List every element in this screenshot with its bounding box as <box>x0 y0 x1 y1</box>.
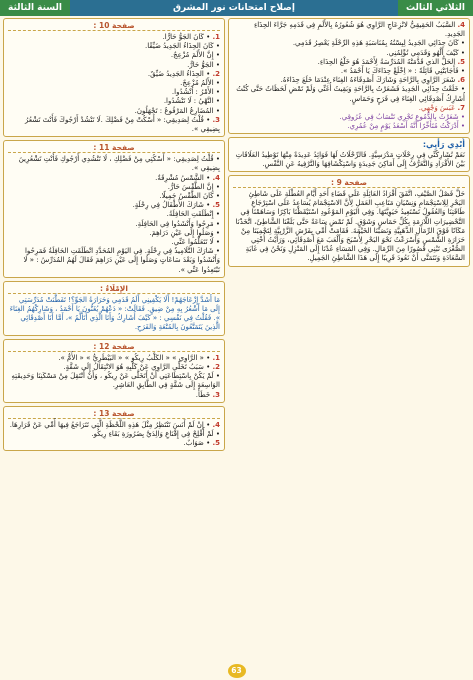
page9-title: صفحة 9 : <box>233 178 465 188</box>
list-item: • كَانَ الحِذَاءُ الجَدِيدُ ضَيِّقًا. <box>145 42 220 51</box>
page9-text: حَلَّ فَصْلُ الصَّيْفِ، اتَّفَقَ أَفْرَادُ العَائِلَةِ عَلَى قَضَاءِ أَحَدِ أَيَّامِ العُطْلَةِ عَلَى شَاطِئِ البَحْرِ لِلِاسْتِجْمَامِ وَنِسْيَانِ مَتَاعِبِ العَمَلِ لِأَنَّ الاسْتِجْمَامَ يُسَاعِدُ عَلَى اسْتِرْجَاعِ طَاقَتِنَا وَالعُقُولُ تَسْتَعِيدُ حَيَوِيَّتَهَا. وَفِي اليَوْمِ المَوْعُودِ اسْتَيْقَظْنَا بَاكِرًا وَسَاهَمْنَا فِي التَّحْضِيرَاتِ اللَّازِمَةِ بِكُلِّ حَمَاسٍ وَشَوْقٍ. لَمْ تَمْضِ سَاعَةٌ حَتَّى بَلَغْنَا الشَّاطِئَ، اتَّخَذْنَا مَكَانًا فَوْقَ الرِّمَالِ الذَّهَبِيَّةِ وَنَصَبْنَا الخَيْمَةَ. فَقَامَتْ أُمِّي بِفَرْشِ الزَّرْبِيَّةِ لِتَحْمِيَنَا مِنْ حَرَارَةِ الشَّمْسِ وَأَسْرَعْتُ نَحْوَ البَحْرِ لِأُسْبَحَ وَأَلْعَبَ مَعَ أَصْدِقَائِي، وَرَأَيْتُ أُخْتِي الصُّغْرَى تَبْنِي قُصُورًا مِنَ الرِّمَالِ. وَفِي المَسَاءِ عُدْنَا إِلَى المَنْزِلِ وَنَحْنُ فِي غَايَةِ السَّعَادَةِ وَنَتَمَنَّى أَنْ نَعُودَ قَرِيبًا إِلَى هَذَا الشَّاطِئِ الجَمِيلِ. <box>235 190 465 263</box>
list-item: 3. • قُلْتُ لِصَدِيقِي: « أَسْكُتْ مِنْ فَضْلِكَ .لَا تَنْشُدْ أَرْجُوكَ فَأَنْتَ تَشْعُرُ بِضِيقِي ». <box>25 115 220 134</box>
list-item: 4. • إِنْ لَمْ أَنَسَ تَنْتَظِرُ مِثْلَ هَذِهِ اللَّحْظَةِ الَّتِي تَتَرَاجَعُ فِيهَا أُمِّي عَنْ قَرَارِهَا. <box>9 420 220 429</box>
answers-box <box>228 18 470 134</box>
opinion-box <box>228 137 470 172</box>
page10-title: صفحة 10 : <box>8 21 220 31</box>
page11-box <box>3 140 225 278</box>
page10-box <box>3 18 225 137</box>
left-column <box>3 18 225 662</box>
list-item: • الأَمْرُ : اُنْشُدُوا. <box>171 88 220 97</box>
list-item: • مَرِحُوا وَأَنْشَدُوا فِي الحَافِلَةِ. <box>135 219 220 228</box>
opinion-text: نَعَمْ تُشَارِكُنِّي فِي رِحْلَاتٍ مَدْرَسِيَّةٍ. فَالرِّحْلَاتُ لَهَا فَوَائِدُ عَدِيدَةٌ مِنْهَا تَوْطِيدُ العَلَاقَاتِ بَيْنَ الأَفْرَادِ وَالتَّعَرُّفُ إِلَى أَمَاكِنَ جَدِيدَةٍ وَاسْتِكْشَافِهَا وَالتَّرْفِيهُ عَنِ النَّفْسِ. <box>235 150 465 168</box>
list-item: • المُضَارِعُ المَرْفُوعُ : تَجْهَلُونَ. <box>134 106 220 115</box>
list-item: • النَّهْيُ : لَا تَنْشُدُوا. <box>163 97 220 106</box>
list-item: 3. خَطَأٌ. <box>195 390 220 399</box>
answer-line: 7. عَبَسَ وَجْهِي. <box>418 103 465 112</box>
dictation-box <box>3 281 225 336</box>
list-item: 2. • الحِذَاءُ الجَدِيدُ ضَيِّقٌ. <box>147 69 220 78</box>
page12-box <box>3 339 225 403</box>
list-item: 5. • شَارَكَ الأَطْفَالُ فِي رِحْلَةٍ. <box>132 201 220 210</box>
header-term: الثلاثي الثالث <box>398 0 473 16</box>
answer-line: • شَعَرْتُ بِالدُّمُوعِ تَجْرِي تَنْسَابُ فِي عُرُوقِي. <box>339 113 465 122</box>
answer-line: • خَلَعْتُ حِذَائِي الجَدِيدَ فَشَعَرْتُ بِالرَّاحَةِ وَبَقِيتُ أُغَنِّي وَلَمْ تَمْضِ لَحَظَاتٌ حَتَّى كُنْتُ أُشَارِكُ أَصْدِقَائِي الغِنَاءَ فِي فَرَحٍ وَحَمَاسٍ. <box>236 85 465 103</box>
dictation-title: الإِمْلَاءُ : <box>8 284 220 294</box>
header-title: إصلاح امتحانات نور المشرق <box>70 0 398 16</box>
list-item: 1. • كَانَ الجَوُّ حَارًّا. <box>162 33 220 41</box>
page13-title: صفحة 13 : <box>8 409 220 419</box>
answer-line: 4. السَّبَبُ الحَقِيقِيُّ لانْزِعَاجِ الرَّاوِي هُوَ شُعُورُهُ بِالأَلَمِ فِي قَدَمِهِ جَرَّاءَ الحِذَاءِ الجَدِيدِ. <box>253 21 465 39</box>
page13-box <box>3 406 225 452</box>
list-item: • لَمْ أُفْلِحْ فِي إِقْنَاعِ وَالِدَيَّ بِضَرُورَةِ بَقَاءِ رِيكُو. <box>91 429 220 438</box>
answer-line: 6. شَعَرَ الرَّاوِي بِالرَّاحَةِ وَشَارَكَ أَصْدِقَاءَهُ الغِنَاءَ عِنْدَمَا خَلَعَ حِذَاءَهُ. <box>280 76 465 85</box>
dictation-text: مَا أَشَدَّ إِزْعَاجَهُمْ! أَلَا يَكْفِينِي أَلَمُ قَدَمِي وَحَرَارَةُ الجَوِّ؟! تَفَطَّنَتْ مُدَرِّسَتِي إِلَى مَا أَشْعُرُ بِهِ مِنْ ضِيقٍ. فَقَالَتْ: « دَعْهُمْ يُغَنُّونَ يَا أَحْمَدُ ، وَشَارِكْهُمُ الغِنَاءَ ». فَقُلْتُ فِي نَفْسِي : « كَيْفَ أُشَارِكُ وَأَنَا الَّذِي أَتَأَلَّمُ »، أَمَّا أَنَا أَصْدِقَائِي الَّذِينَ يَتَمَتَّعُونَ بِالمُتْعَةِ وَالفَرَحِ. <box>9 295 220 332</box>
list-item: • الأَلَمُ مُزْعِجٌ. <box>180 79 220 88</box>
answer-line: • كَيْفَ أَلْهُو وَقَدَمِي تُؤْلِمُنِي. <box>386 48 465 57</box>
list-item: • قُلْتُ لِصَدِيقِي: « أَسْكُتِي مِنْ فَضْلِكِ ، لَا تَنْشُدِي أَرْجُوكِ فَأَنْتِ تَشْعُرِينَ بِضِيقِي ». <box>18 155 220 173</box>
header-year: السنة الثالثة <box>0 0 70 16</box>
page12-title: صفحة 12 : <box>8 342 220 352</box>
list-item: 4. • الشَّمْسُ مُشْرِقَةٌ. <box>155 173 220 182</box>
list-item: • إِنَّ الطَّقْسَ حَارٌّ. <box>167 182 220 191</box>
page11-title: صفحة 11 : <box>8 143 220 153</box>
list-item: • إِنْطَلَقَتِ الحَافِلَةُ. <box>166 210 220 219</box>
answer-line: • أَدْرَكْتُ مُتَأَخِّرًا أَنَّهُ أَسْعَدُ يَوْمٍ مِنْ عُمُرِي. <box>347 122 465 131</box>
list-item: • وَصَلُوا إِلَى عَيْنِ دَرَاهِمَ. <box>149 228 220 237</box>
list-item: 1. • « الرَّاوِي » « الكَلْبُ رِيكُو » « البَيْطَرِيُّ » « الأُمُّ ». <box>58 353 220 362</box>
list-item: • شَارَكَ التَّلَامِيذُ فِي رِحْلَةٍ. فِي اليَوْمِ المُحَدَّدِ انْطَلَقَتِ الحَافِلَةُ فَمَرِحُوا وَأَنْشَدُوا وَبَعْدَ سَاعَاتٍ وَصَلُوا إِلَى عَيْنِ دَرَاهِمَ فَقَالَ لَهُمُ المُدَرِّسُ : « لَا تَبْتَعِدُوا عَنِّي ». <box>23 247 220 274</box>
page-number: 63 <box>228 664 246 678</box>
list-item: • لَمْ يَكُنْ بِاسْتِطَاعَتِي أَنْ أَتَخَلَّى عَنْ رِيكُو ، وَأَنْ أَنْتَقِلَ مِنْ مَسْكَنِنَا وَحَدِيقَتِهِ الوَاسِعَةِ إِلَى شَقَّةٍ فِي الطَّابِقِ العَاشِرِ. <box>11 372 220 390</box>
answer-line: • كَانَ حِذَائِي الجَدِيدُ لِبِسْتُهُ بِمُنَاسَبَةِ هَذِهِ الرِّحْلَةِ يَعْصِرُ قَدَمِي. <box>292 39 465 48</box>
page9-box <box>228 175 470 267</box>
answer-line: • فَأَجَابَتْنِي قَائِلَةً : « اِخْلَعْ حِذَاءَكَ يَا أَحْمَدُ ». <box>340 67 465 76</box>
list-item: • لَا تَتَعَلَّمُوا عَنِّي. <box>171 238 220 247</box>
list-item: • الجَوُّ حَارٌّ. <box>187 60 220 69</box>
right-column <box>228 18 470 662</box>
list-item: • كَانَ الطَّقْسُ جَمِيلًا. <box>159 192 220 201</box>
page-header <box>0 0 473 16</box>
list-item: • إِنَّ الأَلَمَ مُزْعِجٌ. <box>170 51 220 60</box>
opinion-title: أُبْدِي رَأْيِي: <box>422 140 465 150</box>
list-item: 5. • صَوَابٌ. <box>183 439 220 448</box>
answer-line: 5. الحَلُّ الذي قَدَّمَتْهُ المُدَرِّسَةُ لِأَحْمَدَ هُوَ خَلْعُ الحِذَاءِ. <box>317 57 465 66</box>
list-item: 2. • سَبَبُ تَخَلِّي الرَّاوِي عَنْ كَلْبِهِ هُوَ الانْتِقَالُ إِلَى شَقَّةٍ. <box>63 362 220 371</box>
